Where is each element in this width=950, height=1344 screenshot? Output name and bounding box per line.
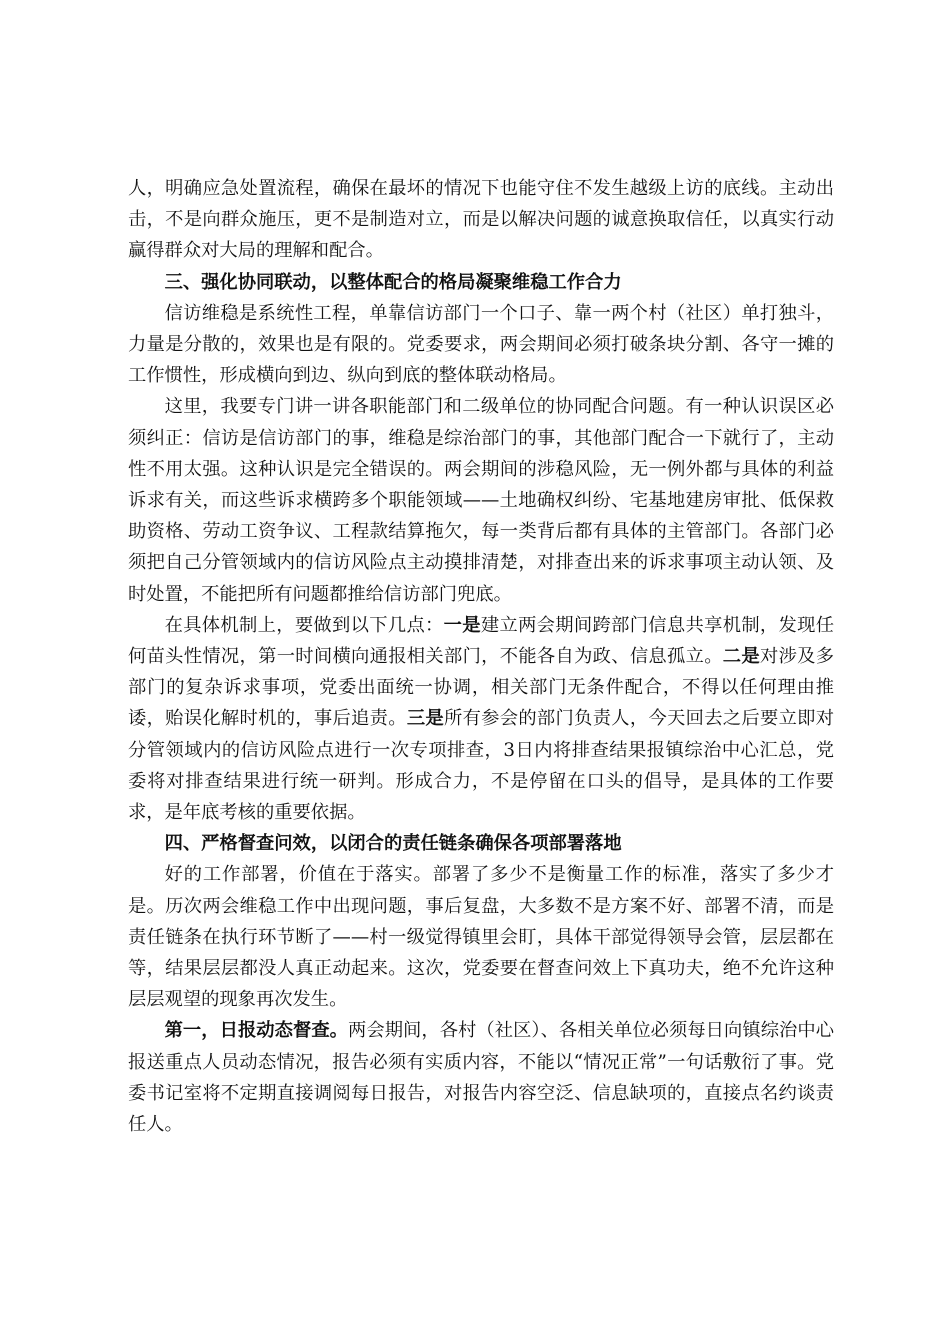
section-heading-4: 四、严格督查问效，以闭合的责任链条确保各项部署落地	[164, 833, 622, 855]
mechanisms-intro: 在具体机制上，要做到以下几点：	[164, 614, 444, 636]
point-one-text: 建立两会期间跨部门信息共享机制，发现任何苗头性情况，第一时间横向通报相关部门，不能各自为政、信息孤立。	[128, 614, 835, 668]
point-two-label: 二是	[722, 646, 760, 668]
point-two-text: 对涉及多部门的复杂诉求事项，党委出面统一协调，相关部门无条件配合，不得以任何理由推诿，贻误化解时机的，事后追责。	[128, 646, 835, 730]
paragraph-coordination-intro: 信访维稳是系统性工程，单靠信访部门一个口子、靠一两个村（社区）单打独斗，力量是分散的，效果也是有限的。党委要求，两会期间必须打破条块分割、各守一摊的工作惯性，形成横向到边、纵向到底的整体联动格局。	[128, 302, 834, 387]
paragraph-mechanisms	[128, 610, 834, 828]
paragraph-daily-report	[128, 1015, 834, 1140]
document-body	[128, 173, 834, 1140]
point-three-text: 所有参会的部门负责人，今天回去之后要立即对分管领域内的信访风险点进行一次专项排查，3日内将排查结果报镇综治中心汇总，党委将对排查结果进行统一研判。形成合力，不是停留在口头的倡导，是具体的工作要求，是年底考核的重要依据。	[128, 708, 835, 824]
daily-report-lead: 第一，日报动态督查。	[164, 1020, 349, 1042]
point-three-label: 三是	[406, 708, 444, 730]
point-one-label: 一是	[443, 614, 481, 636]
daily-report-text: 两会期间，各村（社区）、各相关单位必须每日向镇综治中心报送重点人员动态情况，报告必须有实质内容，不能以“情况正常”一句话敷衍了事。党委书记室将不定期直接调阅每日报告，对报告内容空泛、信息缺项的，直接点名约谈责任人。	[128, 1020, 835, 1136]
paragraph-continuation: 人，明确应急处置流程，确保在最坏的情况下也能守住不发生越级上访的底线。主动出击，不是向群众施压，更不是制造对立，而是以解决问题的诚意换取信任，以真实行动赢得群众对大局的理解和配合。	[128, 178, 834, 262]
paragraph-department-cooperation: 这里，我要专门讲一讲各职能部门和二级单位的协同配合问题。有一种认识误区必须纠正：信访是信访部门的事，维稳是综治部门的事，其他部门配合一下就行了，主动性不用太强。这种认识是完全错误的。两会期间的涉稳风险，无一例外都与具体的利益诉求有关，而这些诉求横跨多个职能领域——土地确权纠纷、宅基地建房审批、低保救助资格、劳动工资争议、工程款结算拖欠，每一类背后都有具体的主管部门。各部门必须把自己分管领域内的信访风险点主动摸排清楚，对排查出来的诉求事项主动认领、及时处置，不能把所有问题都推给信访部门兜底。	[128, 396, 834, 605]
paragraph-implementation: 好的工作部署，价值在于落实。部署了多少不是衡量工作的标准，落实了多少才是。历次两会维稳工作中出现问题，事后复盘，大多数不是方案不好、部署不清，而是责任链条在执行环节断了——村一级觉得镇里会盯，具体干部觉得领导会管，层层都在等，结果层层都没人真正动起来。这次，党委要在督查问效上下真功夫，绝不允许这种层层观望的现象再次发生。	[128, 864, 834, 1011]
section-heading-3: 三、强化协同联动，以整体配合的格局凝聚维稳工作合力	[164, 271, 622, 293]
